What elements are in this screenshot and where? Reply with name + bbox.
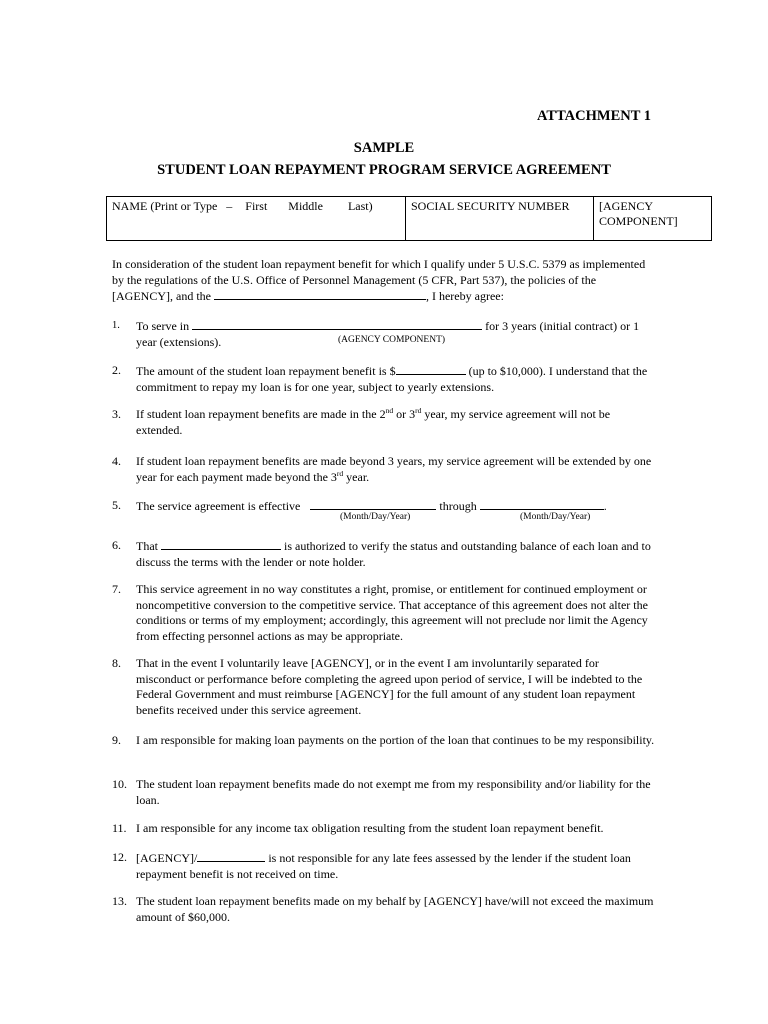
item-number: 2. — [112, 363, 121, 377]
end-date-blank[interactable] — [480, 498, 604, 510]
list-item-2 — [112, 363, 657, 395]
intro-text-end: , I hereby agree: — [425, 289, 504, 303]
through-label: through — [439, 499, 477, 513]
item-number: 11. — [112, 821, 127, 835]
item-text: That — [136, 539, 161, 553]
item-text: (up to $10,000). I understand that the commitment to repay my loan is for one year, subject to yearly extensions. — [136, 364, 648, 394]
agency-component-blank[interactable] — [192, 318, 482, 330]
item-number: 3. — [112, 407, 121, 421]
agency-component-field[interactable] — [594, 197, 712, 241]
intro-paragraph — [112, 257, 657, 305]
superscript: rd — [336, 468, 344, 478]
item-text: . — [603, 499, 607, 513]
item-text: year, my service agreement will not be extended. — [136, 407, 611, 437]
start-date-blank[interactable] — [310, 498, 436, 510]
agency-label-line-1: [AGENCY — [599, 199, 653, 213]
item-text: is not responsible for any late fees assessed by the lender if the student loan repayment benefit is not received on time. — [136, 851, 631, 881]
name-middle-label: Middle — [288, 199, 323, 213]
item-text: The service agreement is effective — [136, 499, 301, 513]
superscript: nd — [385, 406, 394, 415]
item-number: 7. — [112, 582, 121, 596]
list-item-11 — [112, 821, 657, 837]
amount-blank[interactable] — [396, 363, 466, 375]
item-text: If student loan repayment benefits are made beyond 3 years, my service agreement will be extended by one year for each payment made beyond the 3 — [136, 454, 652, 484]
list-item-4 — [112, 454, 657, 485]
end-date-caption: (Month/Day/Year) — [520, 512, 591, 522]
name-field[interactable] — [107, 197, 406, 241]
intro-text-start: In consideration of the student loan repayment benefit for which I qualify under 5 U.S.C. 5379 as implemented by the regulations of the U.S. Office of Personnel Management (5 CFR, Part 537), the policies of the [AGENCY], and the — [112, 257, 646, 303]
document-title: STUDENT LOAN REPAYMENT PROGRAM SERVICE AGREEMENT — [157, 162, 611, 178]
item-text: If student loan repayment benefits are made in the 2 — [136, 407, 386, 421]
item-text: The amount of the student loan repayment benefit is $ — [136, 364, 396, 378]
superscript: rd — [415, 406, 422, 415]
name-dash: – — [226, 199, 233, 213]
item-number: 9. — [112, 733, 121, 747]
item-number: 1. — [112, 320, 120, 331]
name-first-label: First — [245, 199, 268, 213]
name-label: NAME (Print or Type — [112, 199, 218, 213]
sample-heading: SAMPLE — [353, 140, 415, 156]
item-text: year. — [343, 469, 370, 484]
item-text: for 3 years (initial contract) or 1 year (extensions). — [136, 319, 640, 349]
list-item-7 — [112, 582, 657, 644]
ssn-field[interactable] — [406, 197, 594, 241]
item-text: This service agreement in no way constitutes a right, promise, or entitlement for continued employment or noncompetitive conversion to the competitive service. That acceptance of this agreement does not alter the conditions or terms of my employment; accordingly, this agreement will not preclude nor limit the Agency from effecting personnel actions as may be appropriate. — [136, 582, 648, 643]
item-number: 4. — [112, 454, 121, 468]
item-text: [AGENCY]/ — [136, 851, 198, 865]
start-date-caption: (Month/Day/Year) — [340, 512, 411, 522]
item-number: 10. — [112, 777, 127, 791]
item-number: 5. — [112, 498, 121, 512]
item-number: 8. — [112, 656, 121, 670]
item-text: I am responsible for any income tax obligation resulting from the student loan repayment benefit. — [136, 821, 604, 835]
item-text: That in the event I voluntarily leave [AGENCY], or in the event I am involuntarily separated for misconduct or performance before completing the agreed upon period of service, I will be indebted to the Federal Government and must reimburse [AGENCY] for the full amount of any student loan repayment benefits received under this service agreement. — [136, 656, 643, 717]
item-text: or 3 — [393, 407, 416, 421]
item-text: The student loan repayment benefits made on my behalf by [AGENCY] have/will not exceed the maximum amount of $60,000. — [136, 894, 654, 924]
identification-table — [106, 196, 712, 241]
verifier-blank[interactable] — [161, 538, 281, 550]
intro-blank[interactable] — [214, 288, 426, 300]
name-last-label: Last) — [347, 199, 373, 213]
list-item-9 — [112, 733, 657, 749]
item-text: is authorized to verify the status and outstanding balance of each loan and to discuss the terms with the lender or note holder. — [136, 539, 651, 569]
list-item-8 — [112, 656, 657, 718]
list-item-3 — [112, 407, 657, 438]
list-item-6 — [112, 538, 657, 570]
list-item-13 — [112, 894, 657, 925]
item-text: The student loan repayment benefits made do not exempt me from my responsibility and/or liability for the loan. — [136, 777, 651, 807]
agency-component-caption: (AGENCY COMPONENT) — [338, 335, 446, 345]
item-number: 13. — [112, 894, 127, 908]
item-number: 6. — [112, 538, 121, 552]
agency-subunit-blank[interactable] — [197, 850, 265, 862]
agency-label-line-2: COMPONENT] — [599, 214, 678, 228]
ssn-label: SOCIAL SECURITY NUMBER — [411, 199, 570, 213]
item-text: To serve in — [136, 319, 193, 333]
list-item-12 — [112, 850, 657, 882]
item-text: I am responsible for making loan payments on the portion of the loan that continues to be my responsibility. — [136, 733, 655, 747]
list-item-10 — [112, 777, 657, 808]
attachment-label: ATTACHMENT 1 — [537, 108, 651, 124]
item-number: 12. — [112, 850, 127, 864]
